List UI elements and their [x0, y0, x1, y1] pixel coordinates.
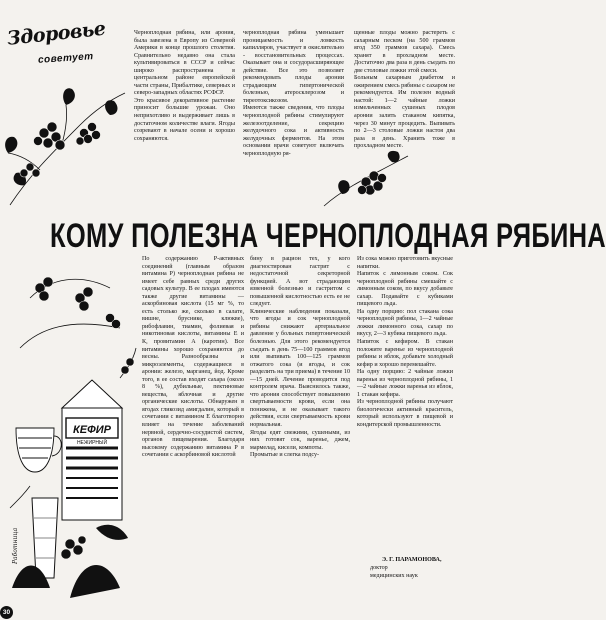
author-role-2: медицинских наук: [370, 573, 418, 579]
author-name: Э. Г. ПАРАМОНОВА,: [382, 557, 442, 563]
author-role: доктор: [370, 565, 388, 571]
magazine-logo: [0, 527, 19, 620]
intro-column-1: Черноплодная рябина, или арония, была завезена в Европу из Северной Америки в конце прошлого столетия. Сравнительно недавно она стала культивироваться в СССР и сейчас широко распространена в центральном районе европейской части страны, Прибалтике, северных и северо-западных областях РСФСР. Это красивое декоративное растение приносит большие урожаи. Оно неприхотливо и выдерживает лишь в достаточном количестве влаги. Ягоды созревают в начале осени и хорошо сохраняются.: [134, 30, 235, 142]
rubric-badge: [4, 17, 107, 76]
carton-sublabel: НЕЖИРНЫЙ: [76, 440, 108, 446]
author-credit: [356, 556, 451, 580]
rowan-branch-illustration-left: [0, 75, 128, 210]
intro-column-2: черноплодная рябина уменьшает проницаемость и ломкость капилляров, участвует в окислительно - восстановительных процессах. Оказывает она и сосудорасширяющее действие. Все это позволяет рекомендовать плоды аронии страдающим гипертонической болезнью, атеросклерозом и тиреотоксикозом. Имеются также сведения, что плоды черноплодной рябины стимулируют железоотделение, секрецию желудочного сока и активность желудочных ферментов. На этом основании врачи советуют включать черноплодную ря-: [243, 30, 344, 157]
article-headline: КОМУ ПОЛЕЗНА ЧЕРНОПЛОДНАЯ РЯБИНА: [50, 217, 606, 255]
rubric-subtitle: советует: [37, 51, 95, 66]
page-number: 30: [0, 606, 13, 619]
body-column-1: По содержанию Р-активных соединений (главным образом витамина Р) черноплодная рябина не имеет себе равных среди других садовых культур. В ее плодах имеются также другие витамины — аскорбиновая кислота (15 мг %, то есть столько же, сколько в салате, вишне, бруснике, клюкве), рибофлавин, тиамин, фолиевая и никотиновая кислоты, витамины Е и К, провитамин А (каротин). Все витамины хорошо сохраняются до весны. Разнообразны и микроэлементы, содержащиеся в аронии: железо, марганец, йод. Кроме того, в ее состав входят сахара (около 8 %), дубильные, пектиновые вещества, яблочная и другие органические кислоты. Обнаружен в ягодах гликозид амигдалин, который в сочетании с витамином Е благотворно влияет на течение заболеваний нервной, сердечно-сосудистой систем, органов пищеварения. Благодаря высокому содержанию витамина Р в сочетании с аскорбиновой кислотой: [142, 256, 244, 459]
magazine-logo-text: Работница: [12, 527, 19, 564]
body-column-3: Из сока можно приготовить вкусные напитки. Напиток с лимонным соком. Сок черноплодной рябины смешайте с лимонным соком, по вкусу добавьте сахар. Подавайте с кубиками пищевого льда. На одну порцию: пол стакана сока черноплодной рябины, 1—2 чайные ложки лимонного сока, сахар по вкусу, 2—3 кубика пищевого льда. Напиток с кефиром. В стакан положите варенье из черноплодной рябины и яблок, добавьте холодный кефир и хорошо перемешайте. На одну порцию: 2 чайные ложки варенья из черноплодной рябины, 1—2 чайные ложки варенья из яблок, 1 стакан кефира. Из черноплодной рябины получают биологически активный краситель, который используют в пищевой и кондитерской промышленности.: [357, 256, 453, 429]
body-column-2: бину в рацион тех, у кого диагностирован гастрит с недостаточной секреторной функцией. А вот страдающим язвенной болезнью и гастритом с повышенной кислотностью есть ее не следует. Клинические наблюдения показали, что ягоды и сок черноплодной рябины снижают артериальное давление у больных гипертонической болезнью. Для этого рекомендуется съедать в день 75—100 граммов ягод или выпивать 100—125 граммов отжатого сока (и ягоды, и сок разделить на три приема) в течение 10—15 дней. Лечение проводится под контролем врача. Выяснилось также, что арония способствует повышению свертываемости крови, если она понижена, и не оказывает такого действия, если свертываемость крови нормальная. Ягоды едят свежими, сушеными, из них готовят сок, варенье, джем, мармелад, кисели, компоты. Промытые и слегка подсу-: [250, 256, 350, 459]
carton-label: КЕФИР: [73, 424, 111, 436]
rubric-title: Здоровье: [6, 17, 107, 50]
drinks-still-life-illustration: [10, 258, 138, 608]
intro-column-3: щенные плоды можно растереть с сахарным песком (на 500 граммов ягод 350 граммов сахара). Смесь хранят в прохладном месте. Достаточно два раза в день съедать по две столовые ложки этой смеси. Больным сахарным диабетом и ожирением смесь рябины с сахаром не рекомендуется. Им полезен водный настой: 1—2 чайные ложки измельченных сушеных плодов аронии залить стаканом кипятка, через 30 минут процедить. Выпивать по 2—3 столовые ложки настоя два раза в день. Хранить тоже в прохладном месте.: [354, 30, 455, 150]
